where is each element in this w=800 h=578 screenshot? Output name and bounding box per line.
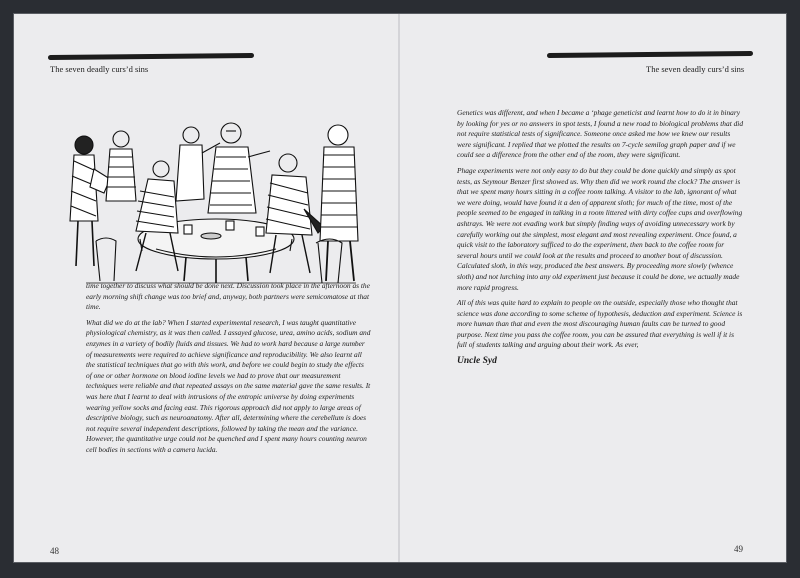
- left-paragraph-1: time together to discuss what should be done next. Discussion took place in the afternoon as the early morning shift change was too brief and, anyway, both partners were semicomatose at that time.: [86, 281, 370, 312]
- right-paragraph-3: All of this was quite hard to explain to people on the outside, especially those who thought that science was done according to some scheme of hypothesis, deduction and experiment. Science is more human than that and even the most discouraging human faults can be turned to good purpose. Next time you pass the coffee room, you can be assured that everything is well if it is full of students talking and arguing about their work. As ever,: [457, 298, 743, 350]
- signature: Uncle Syd: [457, 356, 497, 367]
- right-paragraph-2: Phage experiments were not only easy to do but they could be done quickly and simply as spot tests, as Seymour Benzer first showed us. Why then did we work round the clock? The answer is that we spent many hours sitting in a coffee room talking. A visitor to the lab, ignorant of what we were doing, would have found it a den of apparent sloth; for much of the time, most of the people seemed to be engaged in talking in a room littered with dirty coffee cups and overflowing ashtrays. We were not evading work but simply finding ways of avoiding unnecessary work by carefully working out the simplest, most elegant and most revealing experiment. Once found, a quick visit to the laboratory sufficed to do the experiment, then back to the coffee room for several hours until we could look at the results and proceed to another bout of discussion. Calculated sloth, in this way, produced the best answers. By proceeding more slowly (whence sloth) and not lurching into any old experiment just because it could be done, we actually made more rapid progress.: [457, 165, 743, 292]
- header-brush-stroke-left: [48, 53, 254, 60]
- right-body-text: [457, 108, 745, 367]
- left-paragraph-2: What did we do at the lab? When I started experimental research, I was taught quantitative physiological chemistry, as it was then called. I assayed glucose, urea, amino acids, sodium and enzymes in a variety of bodily fluids and tissues. We had to work hard because a large number of measurements were required to achieve significance and reproducibility. We also learnt all the statistical techniques that go with this work, and before we could begin to study the effects of one or other hormone on blood iodine levels we had to prove that our measurement techniques were reliable and that repeated assays on the same material gave the same results. It was here that I learnt to deal with intrusions of the entropic universe by doing experiments wearing yellow socks and facing east. This rigorous approach did not apply to large areas of descriptive biology, such as neuroanatomy. After all, determining where the cerebellum is does not require several independent descriptions, followed by taking the mean and the variance. However, the quantitative urge could not be quenched and I spent many hours counting neuron cell bodies in sections with a camera lucida.: [86, 317, 371, 454]
- running-head-left: The seven deadly curs’d sins: [50, 64, 149, 74]
- book-gutter: [398, 14, 400, 562]
- left-body-text: [86, 281, 371, 461]
- right-paragraph-1: Genetics was different, and when I became a ‘phage geneticist and learnt how to do it in binary by looking for yes or no answers in spot tests, I found a new road to biological problems that did not require statistical tests of significance. Someone once asked me how we knew our results were significant. I replied that we plotted the results on 7-cycle semilog graph paper and if we could see a difference from the other end of the room, they were significant.: [457, 108, 744, 160]
- running-head-right: The seven deadly curs’d sins: [646, 64, 745, 74]
- header-brush-stroke-right: [547, 51, 753, 58]
- page-number-right: 49: [734, 544, 743, 554]
- page-number-left: 48: [50, 546, 59, 556]
- book-spread: [14, 14, 786, 562]
- coffee-room-illustration: [66, 121, 366, 286]
